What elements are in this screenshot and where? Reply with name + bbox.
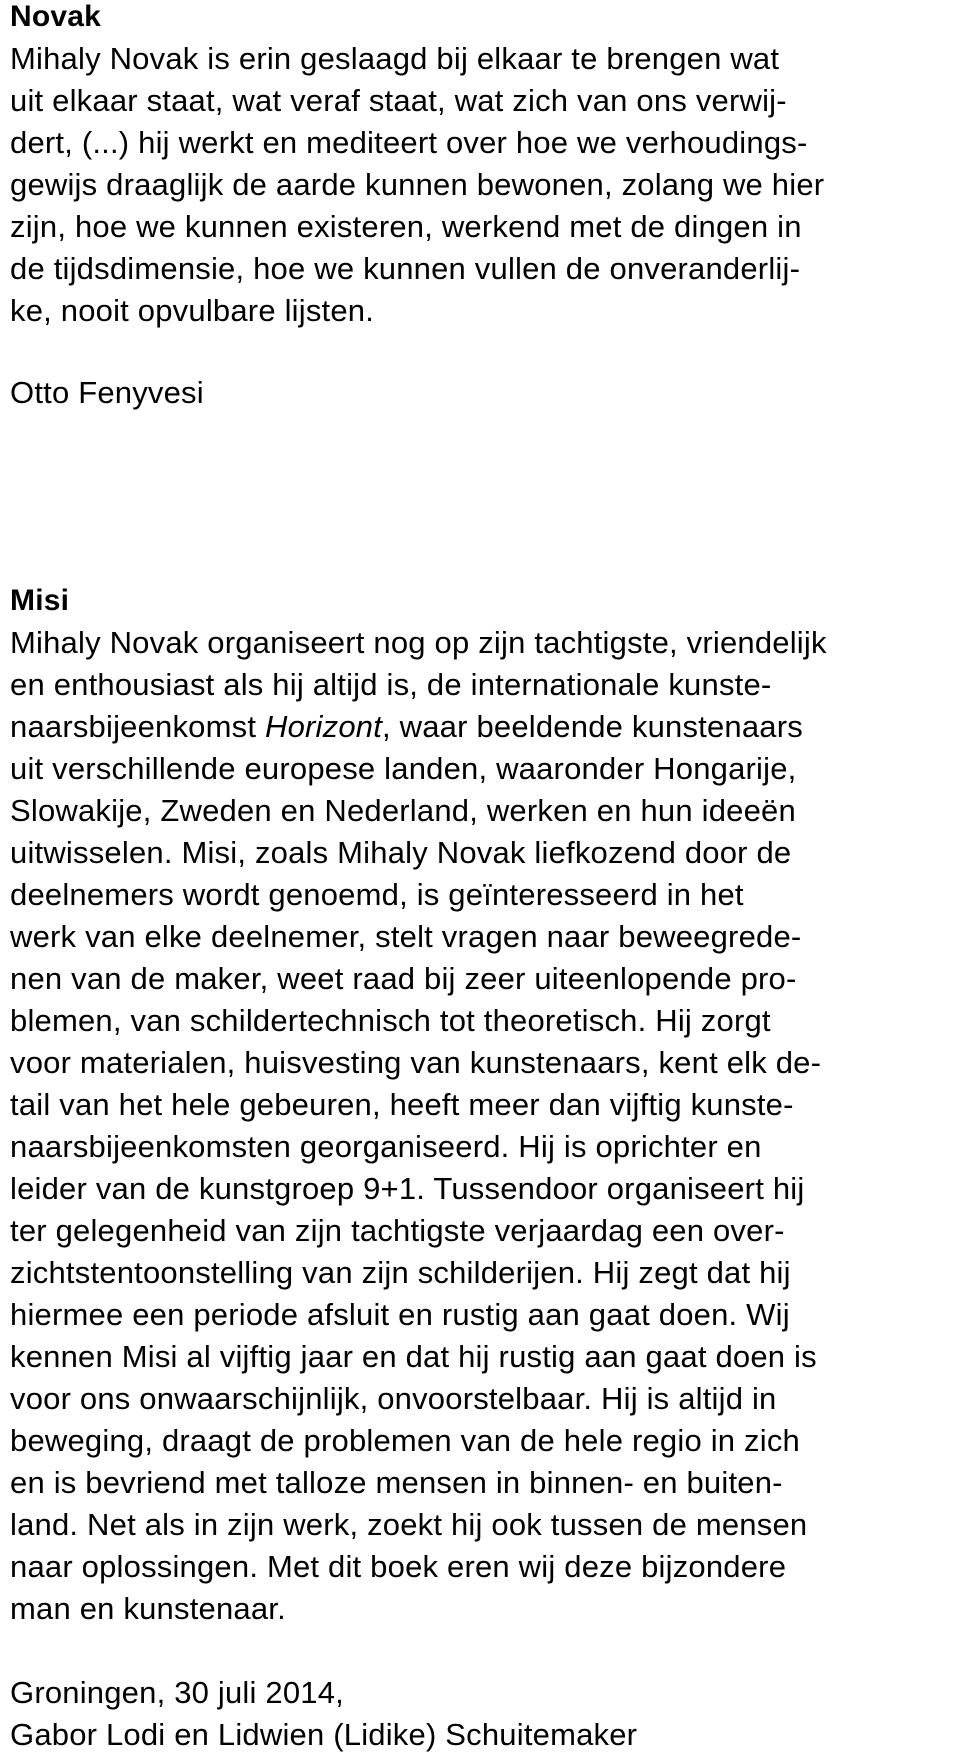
paragraph-line: beweging, draagt de problemen van de hele regio in zich (10, 1423, 800, 1458)
paragraph-line: zijn, hoe we kunnen existeren, werkend met de dingen in (10, 209, 802, 244)
paragraph-line: de tijdsdimensie, hoe we kunnen vullen de onveranderlij- (10, 251, 801, 286)
place-date: Groningen, 30 juli 2014, (10, 1675, 344, 1710)
section-heading: Misi (10, 584, 70, 617)
closing-signature (10, 1672, 637, 1756)
paragraph-line: gewijs draaglijk de aarde kunnen bewonen, zolang we hier (10, 167, 825, 202)
paragraph-line: nen van de maker, weet raad bij zeer uiteenlopende pro- (10, 961, 797, 996)
paragraph-line: tail van het hele gebeuren, heeft meer dan vijftig kunste- (10, 1087, 794, 1122)
paragraph-line: leider van de kunstgroep 9+1. Tussendoor organiseert hij (10, 1171, 805, 1206)
paragraph-line (10, 706, 827, 748)
paragraph-line: land. Net als in zijn werk, zoekt hij ook tussen de mensen (10, 1507, 808, 1542)
paragraph-line: Slowakije, Zweden en Nederland, werken en hun ideeën (10, 793, 796, 828)
paragraph-line: werk van elke deelnemer, stelt vragen naar beweegrede- (10, 919, 802, 954)
paragraph-line: naar oplossingen. Met dit boek eren wij deze bijzondere (10, 1549, 787, 1584)
paragraph-line: blemen, van schildertechnisch tot theoretisch. Hij zorgt (10, 1003, 771, 1038)
author-signature: Otto Fenyvesi (10, 375, 204, 410)
text-span: , waar beeldende kunstenaars (382, 709, 803, 744)
paragraph-line: deelnemers wordt genoemd, is geïnteresseerd in het (10, 877, 744, 912)
paragraph-line: en enthousiast als hij altijd is, de internationale kunste- (10, 667, 772, 702)
paragraph-line: ke, nooit opvulbare lijsten. (10, 293, 375, 328)
paragraph-line: uit elkaar staat, wat veraf staat, wat zich van ons verwij- (10, 83, 787, 118)
paragraph-line: naarsbijeenkomsten georganiseerd. Hij is oprichter en (10, 1129, 762, 1164)
paragraph-line: Mihaly Novak is erin geslaagd bij elkaar te brengen wat (10, 41, 780, 76)
paragraph-line: kennen Misi al vijftig jaar en dat hij rustig aan gaat doen is (10, 1339, 817, 1374)
authors: Gabor Lodi en Lidwien (Lidike) Schuitemaker (10, 1717, 638, 1752)
section-misi (10, 580, 827, 1630)
event-name-italic: Horizont (264, 709, 383, 744)
paragraph-line: dert, (...) hij werkt en mediteert over hoe we verhoudings- (10, 125, 808, 160)
section-novak (10, 0, 824, 332)
paragraph-line: en is bevriend met talloze mensen in binnen- en buiten- (10, 1465, 783, 1500)
paragraph-line: Mihaly Novak organiseert nog op zijn tachtigste, vriendelijk (10, 625, 827, 660)
paragraph-line: zichtstentoonstelling van zijn schilderijen. Hij zegt dat hij (10, 1255, 791, 1290)
text-span: naarsbijeenkomst (10, 709, 265, 744)
paragraph-line: voor materialen, huisvesting van kunstenaars, kent elk de- (10, 1045, 822, 1080)
paragraph-line: voor ons onwaarschijnlijk, onvoorstelbaar. Hij is altijd in (10, 1381, 777, 1416)
paragraph-line: uit verschillende europese landen, waaronder Hongarije, (10, 751, 797, 786)
paragraph-line: uitwisselen. Misi, zoals Mihaly Novak liefkozend door de (10, 835, 792, 870)
section-heading: Novak (10, 0, 102, 33)
paragraph-line: man en kunstenaar. (10, 1591, 286, 1626)
paragraph-line: ter gelegenheid van zijn tachtigste verjaardag een over- (10, 1213, 785, 1248)
paragraph-line: hiermee een periode afsluit en rustig aan gaat doen. Wij (10, 1297, 790, 1332)
